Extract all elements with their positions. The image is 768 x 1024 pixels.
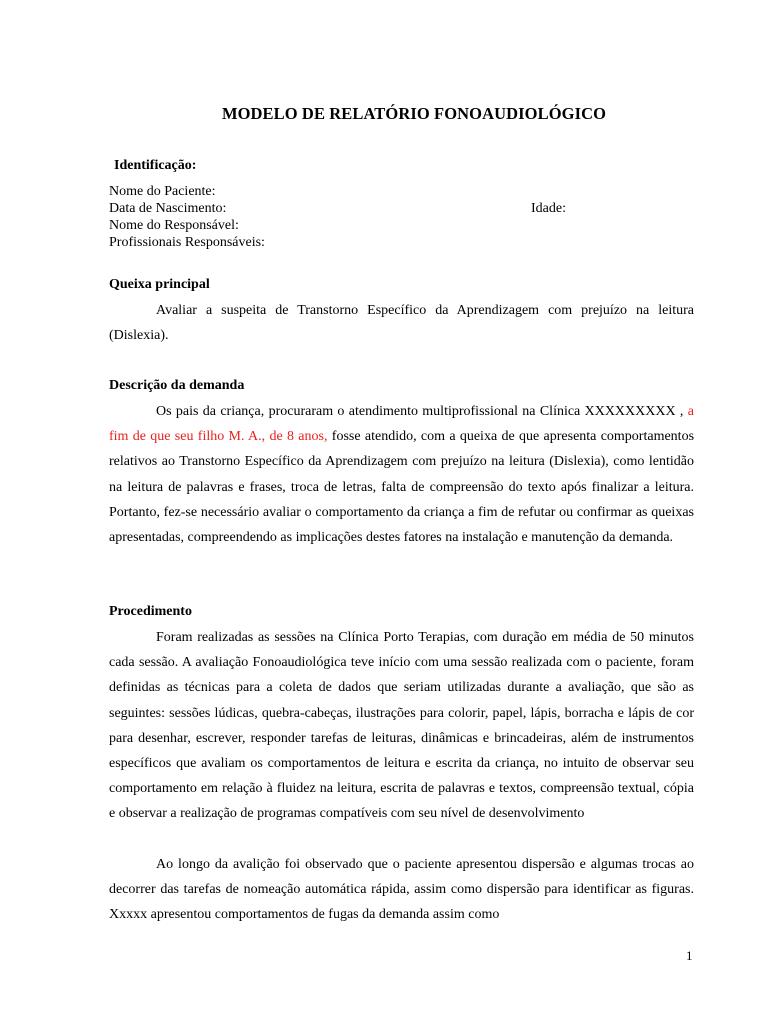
data-nascimento-line (109, 200, 694, 217)
nome-paciente-label: Nome do Paciente: (109, 184, 216, 199)
profissionais-label: Profissionais Responsáveis: (109, 235, 265, 250)
profissionais-line (109, 234, 694, 251)
data-nascimento-label: Data de Nascimento: (109, 201, 227, 216)
descricao-text-part2: fosse atendido, com a queixa de que apresenta comportamentos relativos ao Transtorno Específico da Aprendizagem com prejuízo na leitura (Dislexia), como lentidão na leitura de palavras e frases, troca de letras, falta de compreensão do texto após finalizar a leitura. Portanto, fez-se necessário avaliar o comportamento da criança a fim de refutar ou confirmar as queixas apresentadas, compreendendo as implicações destes fatores na instalação e manutenção da demanda. (109, 429, 695, 546)
identificacao-block (109, 183, 694, 251)
queixa-heading: Queixa principal (109, 277, 210, 292)
nome-paciente-line (109, 183, 694, 200)
identificacao-heading: Identificação: (114, 158, 197, 173)
descricao-text-highlight: a fim de que seu filho M. A., de 8 anos, (109, 404, 694, 445)
procedimento-paragraph-2: Ao longo da avalição foi observado que o paciente apresentou dispersão e algumas trocas ao decorrer das tarefas de nomeação automática rápida, assim como dispersão para identificar as figuras. Xxxxx apresentou comportamentos de fugas da demanda assim como (109, 857, 694, 923)
document-title: MODELO DE RELATÓRIO FONOAUDIOLÓGICO (221, 104, 607, 123)
idade-label: Idade: (531, 201, 566, 216)
descricao-heading: Descrição da demanda (109, 378, 245, 393)
descricao-paragraph (109, 399, 694, 550)
nome-responsavel-label: Nome do Responsável: (109, 218, 239, 233)
procedimento-paragraph-1: Foram realizadas as sessões na Clínica Porto Terapias, com duração em média de 50 minutos cada sessão. A avaliação Fonoaudiológica teve início com uma sessão realizada com o paciente, foram definidas as técnicas para a coleta de dados que seriam utilizadas durante a avaliação, que são as seguintes: sessões lúdicas, quebra-cabeças, ilustrações para colorir, papel, lápis, borracha e lápis de cor para desenhar, escrever, responder tarefas de leituras, dinâmicas e brincadeiras, além de instrumentos específicos que avaliam os comportamentos de leitura e escrita da criança, no intuito de observar seu comportamento em relação à fluidez na leitura, escrita de palavras e textos, compreensão textual, cópia e observar a realização de programas compatíveis com seu nível de desenvolvimento (109, 630, 694, 822)
nome-responsavel-line (109, 217, 694, 234)
queixa-paragraph: Avaliar a suspeita de Transtorno Específico da Aprendizagem com prejuízo na leitura (Dislexia). (109, 303, 694, 344)
procedimento-heading: Procedimento (109, 604, 192, 619)
page-number: 1 (686, 948, 693, 963)
descricao-text-part1: Os pais da criança, procuraram o atendimento multiprofissional na Clínica XXXXXXXXX , (156, 404, 684, 419)
